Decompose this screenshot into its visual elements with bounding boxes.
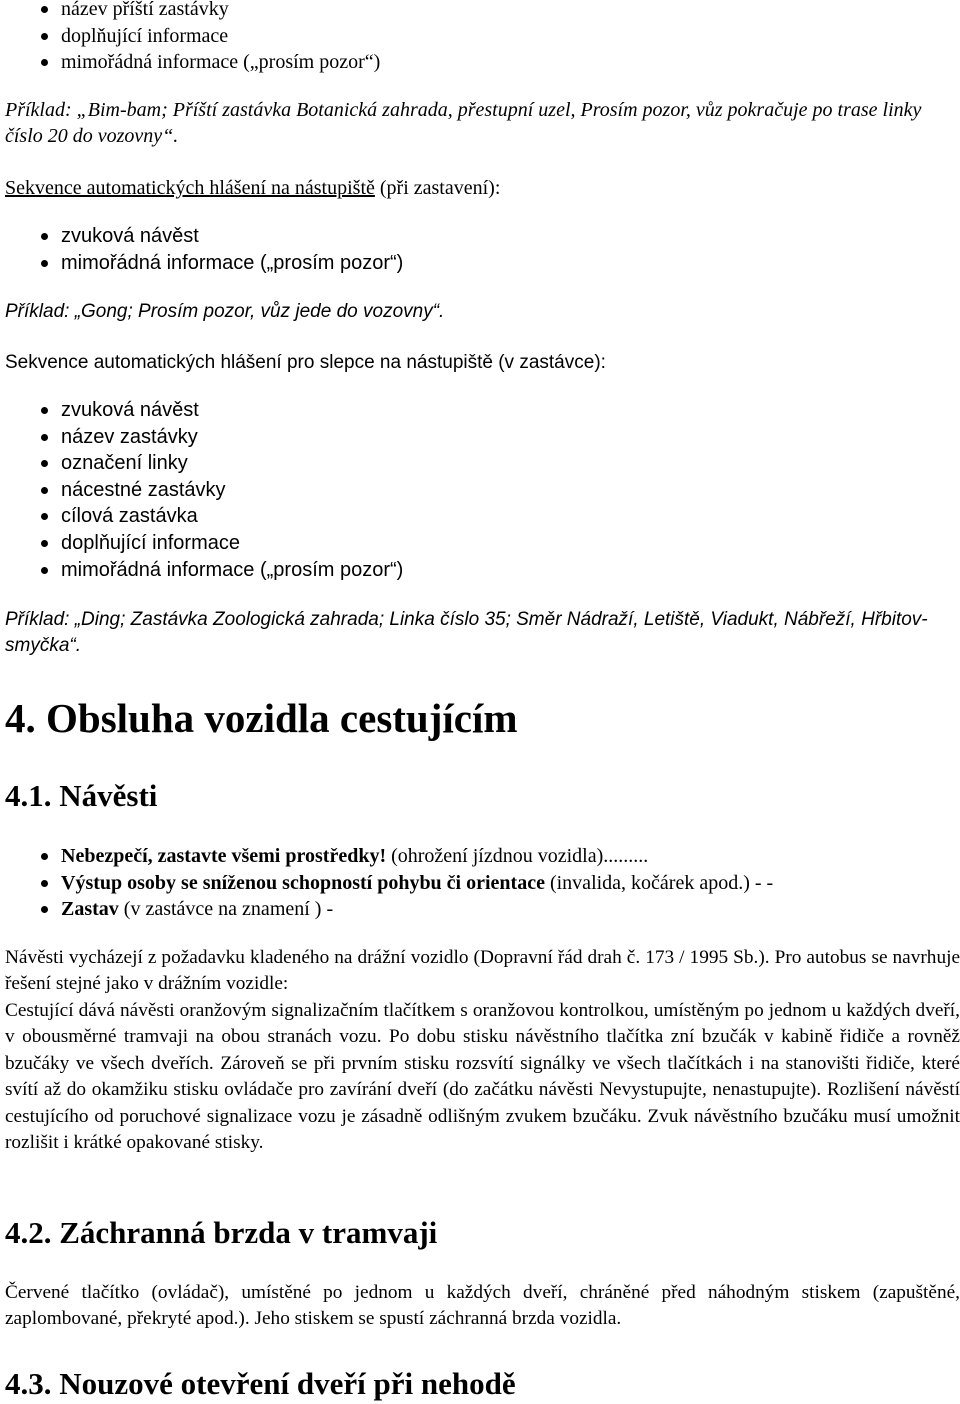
list-item: název příští zastávky — [0, 0, 380, 23]
list-item — [0, 896, 773, 923]
signal-note: (v zastávce na znamení ) - — [118, 898, 334, 921]
list-item — [0, 870, 773, 897]
platform-heading-rest: (při zastavení): — [374, 177, 501, 199]
list-item: označení linky — [0, 450, 403, 477]
blind-announcement-list — [0, 397, 403, 583]
section-4-3-title: 4.3. Nouzové otevření dveří při nehodě — [5, 1366, 516, 1401]
list-item: cílová zastávka — [0, 503, 403, 530]
list-item: mimořádná informace („prosím pozor“) — [0, 49, 380, 76]
emergency-brake-paragraph: Červené tlačítko (ovládač), umístěné po jednom u každých dveří, chráněné před náhodným stiskem (zapuštěné, zaplombované, překryté apod.). Jeho stiskem se spustí záchranná brzda vozidla. — [5, 1282, 960, 1330]
section-4-2-title: 4.2. Záchranná brzda v tramvaji — [5, 1215, 438, 1250]
signal-name: Nebezpečí, zastavte všemi prostředky! — [61, 845, 387, 867]
list-item: mimořádná informace („prosím pozor“) — [0, 250, 403, 277]
list-item: zvuková návěst — [0, 223, 403, 250]
list-item: doplňující informace — [0, 23, 380, 50]
list-item: název zastávky — [0, 424, 403, 451]
announcement-list-top — [0, 0, 380, 76]
list-item: zvuková návěst — [0, 397, 403, 424]
example-paragraph-1: Příklad: „Bim-bam; Příští zastávka Botanická zahrada, přestupní uzel, Prosím pozor, vůz pokračuje po trase linky číslo 20 do vozovny“. — [5, 99, 922, 147]
section-4-1-title: 4.1. Návěsti — [5, 778, 158, 813]
signals-detail-paragraph: Cestující dává návěsti oranžovým signalizačním tlačítkem s oranžovou kontrolkou, umístěným po jednom u každých dveří, v obousměrné tramvaji na obou stranách vozu. Po dobu stisku návěstního tlačítka zní bzučák v kabině řidiče a rovněž bzučáky ve všech dveřích. Zároveň se při prvním stisku rozsvítí signálky ve všech tlačítkách i na stanovišti řidiče, které svítí až do okamžiku stisku ovládače pro zavírání dveří (do začátku návěsti Nevystupujte, nenastupujte). Rozlišení návěstí cestujícího od poruchové signalizace vozu je zásadně odlišným zvukem bzučáku. Zvuk návěstního bzučáku musí umožnit rozlišit i krátké opakované stisky. — [5, 1000, 960, 1154]
platform-sequence-heading — [5, 175, 500, 201]
signal-note: (invalida, kočárek apod.) - - — [544, 871, 774, 894]
platform-heading-underlined: Sekvence automatických hlášení na nástupiště — [5, 177, 375, 199]
list-item: mimořádná informace („prosím pozor“) — [0, 557, 403, 584]
blind-example: Příklad: „Ding; Zastávka Zoologická zahrada; Linka číslo 35; Směr Nádraží, Letiště, Viadukt, Nábřeží, Hřbitov-smyčka“. — [5, 609, 928, 656]
blind-sequence-heading: Sekvence automatických hlášení pro slepce na nástupiště (v zastávce): — [5, 352, 606, 373]
platform-announcement-list — [0, 223, 403, 276]
signal-name: Výstup osoby se sníženou schopností pohybu či orientace — [61, 871, 545, 894]
signal-name: Zastav — [61, 898, 119, 921]
platform-example: Příklad: „Gong; Prosím pozor, vůz jede do vozovny“. — [5, 301, 445, 322]
list-item — [0, 843, 773, 870]
list-item: nácestné zastávky — [0, 477, 403, 504]
chapter-4-title: 4. Obsluha vozidla cestujícím — [5, 695, 518, 741]
list-item: doplňující informace — [0, 530, 403, 557]
signal-note: (ohrožení jízdnou vozidla)......... — [386, 845, 649, 867]
signal-list — [0, 843, 773, 923]
signals-intro-paragraph: Návěsti vycházejí z požadavku kladeného na drážní vozidlo (Dopravní řád drah č. 173 / 1995 Sb.). Pro autobus se navrhuje řešení stejné jako v drážním vozidle: — [5, 947, 960, 995]
